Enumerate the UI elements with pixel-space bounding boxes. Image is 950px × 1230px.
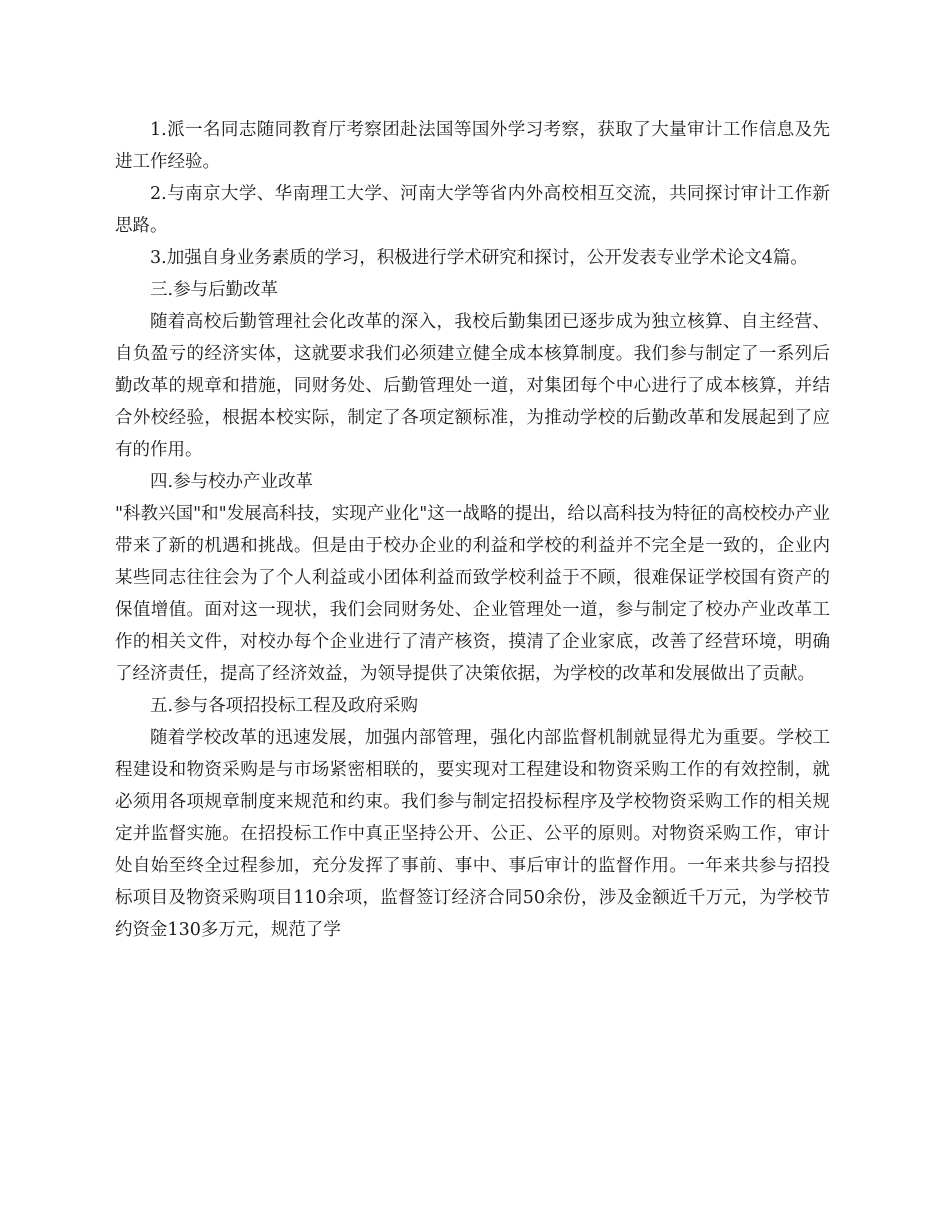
paragraph-industry-reform: "科教兴国"和"发展高科技，实现产业化"这一战略的提出，给以高科技为特征的高校校办产业带来了新的机遇和挑战。但是由于校办企业的利益和学校的利益并不完全是一致的，企业内某些同志往往会为了个人利益或小团体利益而致学校利益于不顾，很难保证学校国有资产的保值增值。面对这一现状，我们会同财务处、企业管理处一道，参与制定了校办产业改革工作的相关文件，对校办每个企业进行了清产核资，摸清了企业家底，改善了经营环境，明确了经济责任，提高了经济效益，为领导提供了决策依据，为学校的改革和发展做出了贡献。: [115, 504, 830, 684]
list-item-self-study: 3.加强自身业务素质的学习，积极进行学术研究和探讨，公开发表专业学术论文4篇。: [150, 248, 808, 268]
paragraph-logistics-reform: 随着高校后勤管理社会化改革的深入，我校后勤集团已逐步成为独立核算、自主经营、自负盈亏的经济实体，这就要求我们必须建立健全成本核算制度。我们参与制定了一系列后勤改革的规章和措施，同财务处、后勤管理处一道，对集团每个中心进行了成本核算，并结合外校经验，根据本校实际，制定了各项定额标准，为推动学校的后勤改革和发展起到了应有的作用。: [115, 312, 830, 460]
list-item-exchange-universities: 2.与南京大学、华南理工大学、河南大学等省内外高校相互交流，共同探讨审计工作新思路。: [115, 184, 830, 236]
paragraph-bidding-procurement: 随着学校改革的迅速发展，加强内部管理，强化内部监督机制就显得尤为重要。学校工程建设和物资采购是与市场紧密相联的，要实现对工程建设和物资采购工作的有效控制，就必须用各项规章制度来规范和约束。我们参与制定招投标程序及学校物资采购工作的相关规定并监督实施。在招投标工作中真正坚持公开、公正、公平的原则。对物资采购工作，审计处自始至终全过程参加，充分发挥了事前、事中、事后审计的监督作用。一年来共参与招投标项目及物资采购项目110余项，监督签订经济合同50余份，涉及金额近千万元，为学校节约资金130多万元，规范了学: [115, 728, 830, 940]
list-item-exchange-abroad: 1.派一名同志随同教育厅考察团赴法国等国外学习考察，获取了大量审计工作信息及先进工作经验。: [115, 120, 830, 172]
document-body: [115, 114, 830, 946]
section-heading-industry-reform: 四.参与校办产业改革: [150, 472, 314, 492]
section-heading-logistics-reform: 三.参与后勤改革: [150, 280, 279, 300]
section-heading-bidding-procurement: 五.参与各项招投标工程及政府采购: [150, 696, 419, 716]
